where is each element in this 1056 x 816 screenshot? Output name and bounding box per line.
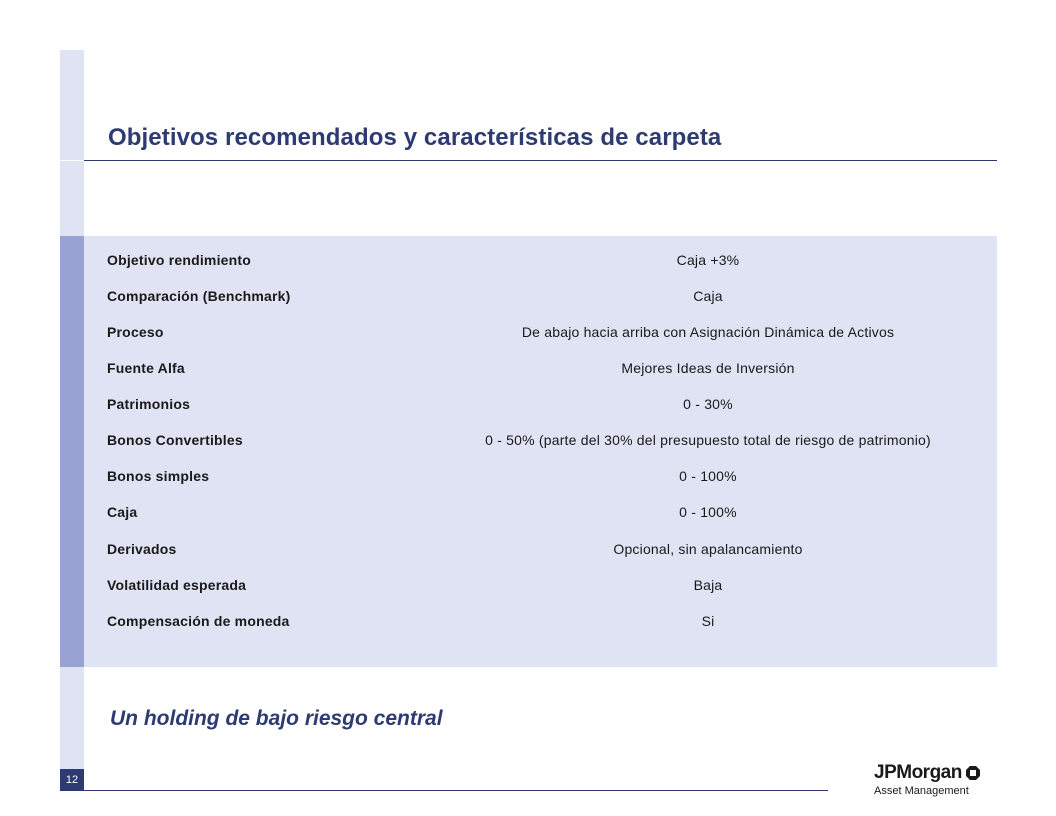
row-label: Comparación (Benchmark): [107, 288, 291, 304]
logo-tagline: Asset Management: [874, 785, 969, 797]
row-value: 0 - 50% (parte del 30% del presupuesto total de riesgo de patrimonio): [485, 432, 931, 448]
side-divider: [60, 160, 84, 161]
row-value: 0 - 100%: [679, 504, 737, 520]
title-underline: [84, 160, 997, 161]
logo-wordmark: JPMorgan: [874, 762, 962, 783]
row-value: Caja: [693, 288, 723, 304]
row-label: Derivados: [107, 541, 177, 557]
row-label: Caja: [107, 504, 138, 520]
page-number: 12: [60, 769, 84, 791]
row-value: Baja: [693, 577, 723, 593]
row-label: Objetivo rendimiento: [107, 252, 252, 268]
table-row: [84, 504, 997, 524]
row-label: Proceso: [107, 324, 164, 340]
table-row: [84, 613, 997, 633]
jpmorgan-logo: [874, 762, 980, 797]
table-row: [84, 468, 997, 488]
row-value: 0 - 30%: [683, 396, 733, 412]
side-accent-top: [60, 50, 84, 236]
row-value: De abajo hacia arriba con Asignación Dinámica de Activos: [521, 324, 895, 340]
row-label: Bonos Convertibles: [107, 432, 243, 448]
row-label: Bonos simples: [107, 468, 210, 484]
row-label: Patrimonios: [107, 396, 191, 412]
table-row: [84, 432, 997, 452]
table-row: [84, 252, 997, 272]
footer-rule: [84, 790, 828, 791]
page-title: Objetivos recomendados y características de carpeta: [108, 124, 722, 151]
row-value: Opcional, sin apalancamiento: [613, 541, 803, 557]
row-label: Volatilidad esperada: [107, 577, 247, 593]
row-value: 0 - 100%: [679, 468, 737, 484]
row-label: Compensación de moneda: [107, 613, 290, 629]
side-accent-middle: [60, 236, 84, 667]
row-value: Caja +3%: [676, 252, 740, 268]
characteristics-panel: [84, 236, 997, 667]
table-row: [84, 360, 997, 380]
row-value: Si: [701, 613, 715, 629]
octagon-mark-icon: [966, 766, 980, 780]
row-value: Mejores Ideas de Inversión: [621, 360, 795, 376]
tagline: Un holding de bajo riesgo central: [110, 707, 443, 730]
row-label: Fuente Alfa: [107, 360, 185, 376]
table-row: [84, 541, 997, 561]
side-accent-bottom: [60, 667, 84, 769]
table-row: [84, 396, 997, 416]
table-row: [84, 324, 997, 344]
table-row: [84, 577, 997, 597]
table-row: [84, 288, 997, 308]
